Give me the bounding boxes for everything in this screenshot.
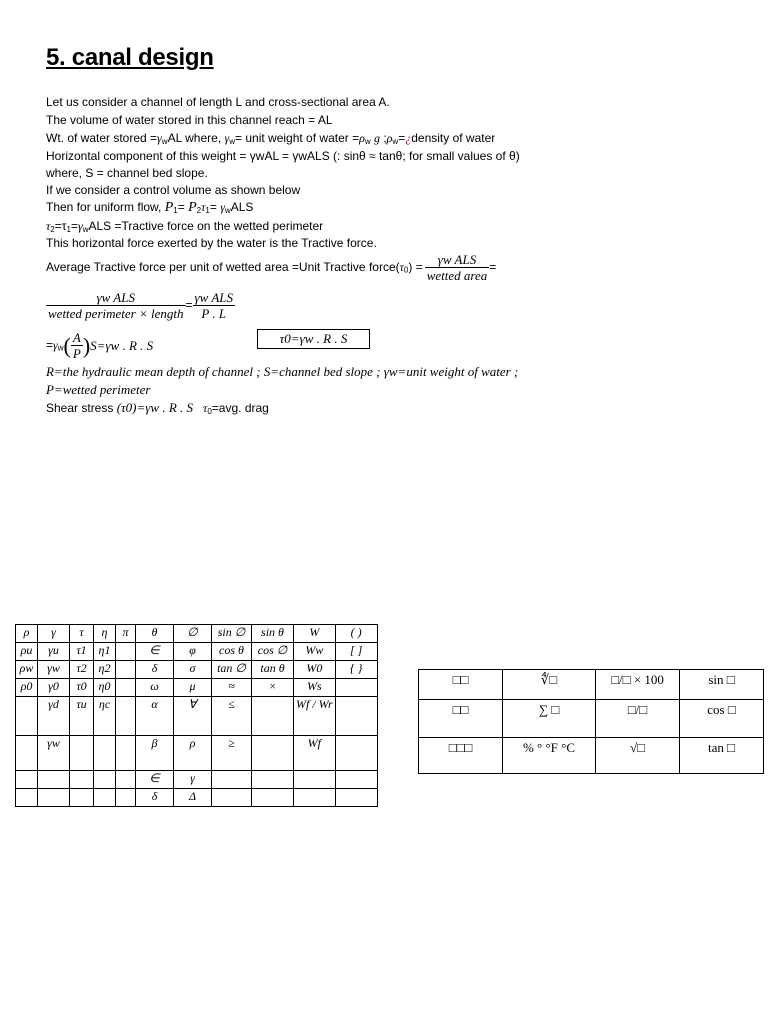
table-cell: η0 <box>94 679 116 697</box>
table-cell: ρu <box>16 643 38 661</box>
table-cell: γ0 <box>38 679 70 697</box>
table-cell: cos θ <box>212 643 252 661</box>
table-cell: μ <box>174 679 212 697</box>
table-cell: □□□ <box>419 738 503 774</box>
table-cell <box>94 736 116 771</box>
table-cell: Ww <box>294 643 336 661</box>
table-cell: √□ <box>596 738 680 774</box>
table-cell: π <box>116 625 136 643</box>
table-cell: η <box>94 625 116 643</box>
table-cell: ≥ <box>212 736 252 771</box>
table-cell: cos □ <box>680 700 764 738</box>
table-cell <box>116 643 136 661</box>
table-cell <box>335 736 377 771</box>
table-cell <box>116 789 136 807</box>
table-row <box>16 679 378 697</box>
table-row <box>419 738 764 774</box>
table-row <box>16 625 378 643</box>
table-cell: ( ) <box>335 625 377 643</box>
text-segment: =avg. drag <box>211 401 269 415</box>
table-cell: cos ∅ <box>252 643 294 661</box>
table-cell <box>70 789 94 807</box>
text-segment: = unit weight of water = <box>235 131 360 145</box>
table-cell <box>252 789 294 807</box>
table-cell <box>294 771 336 789</box>
table-cell: τ <box>70 625 94 643</box>
equation-template-table <box>418 669 764 774</box>
table-cell <box>94 789 116 807</box>
table-cell: α <box>136 697 174 736</box>
table-cell: ∀ <box>174 697 212 736</box>
table-cell: γw <box>38 661 70 679</box>
table-cell: ω <box>136 679 174 697</box>
table-row <box>16 697 378 736</box>
table-cell: δ <box>136 661 174 679</box>
table-cell <box>252 771 294 789</box>
table-cell <box>16 771 38 789</box>
table-cell: ≈ <box>212 679 252 697</box>
table-cell: β <box>136 736 174 771</box>
table-cell <box>116 771 136 789</box>
table-row <box>16 643 378 661</box>
table-cell <box>252 736 294 771</box>
table-cell: γ <box>174 771 212 789</box>
table-cell <box>38 771 70 789</box>
table-cell <box>116 697 136 736</box>
text-segment: Wt. of water stored = <box>46 131 158 145</box>
table-row <box>419 700 764 738</box>
table-cell: σ <box>174 661 212 679</box>
table-cell <box>335 697 377 736</box>
table-cell: × <box>252 679 294 697</box>
fraction-denominator: wetted perimeter × length <box>48 306 184 321</box>
table-cell: φ <box>174 643 212 661</box>
table-cell: γ <box>38 625 70 643</box>
text-line-6: If we consider a control volume as shown below <box>46 183 301 197</box>
table-row <box>16 789 378 807</box>
text-line-15: Shear stress (τ0)=γw . R . S $\tau_0=avg$. drag <box>46 400 269 416</box>
text-line-5: where, S = channel bed slope. <box>46 166 208 180</box>
boxed-formula: τ0=γw . R . S <box>257 329 370 349</box>
text-segment: density of water <box>411 131 496 145</box>
table-cell: W0 <box>294 661 336 679</box>
fraction-denominator: wetted area <box>426 268 488 283</box>
table-cell: τu <box>70 697 94 736</box>
table-cell <box>70 771 94 789</box>
table-cell <box>116 736 136 771</box>
table-cell: ∈ <box>136 643 174 661</box>
table-cell: ρw <box>16 661 38 679</box>
table-cell <box>38 789 70 807</box>
table-cell: ∑ □ <box>503 700 596 738</box>
fraction-numerator: γw ALS <box>194 290 233 305</box>
table-cell <box>116 679 136 697</box>
page-title: 5. canal design <box>46 44 214 71</box>
text-line-11: $\frac{\text{γw ALS}}{\text{wetted perimeter × length}}$ = $\frac{\text{γw ALS}}{P . L}$ <box>48 290 233 321</box>
table-cell: ρ0 <box>16 679 38 697</box>
fraction-numerator: γw ALS <box>425 252 490 268</box>
formula: (τ0)=γw . R . S <box>116 400 194 415</box>
text-line-4: Horizontal component of this weight = γwAL = γwALS (: sinθ ≈ tanθ; for small values of θ) <box>46 149 520 163</box>
table-cell <box>16 736 38 771</box>
table-cell: W <box>294 625 336 643</box>
table-cell: ∜□ <box>503 670 596 700</box>
table-cell: γd <box>38 697 70 736</box>
table-cell <box>335 679 377 697</box>
table-cell: tan θ <box>252 661 294 679</box>
table-cell <box>212 789 252 807</box>
table-cell: □/□ <box>596 700 680 738</box>
table-cell: □/□ × 100 <box>596 670 680 700</box>
text-segment: ALS <box>230 200 254 214</box>
text-line-9: This horizontal force exerted by the water is the Tractive force. <box>46 236 377 250</box>
table-row <box>16 736 378 771</box>
table-cell: □□ <box>419 670 503 700</box>
table-cell: γw <box>38 736 70 771</box>
table-cell: ∈ <box>136 771 174 789</box>
table-cell <box>70 736 94 771</box>
fraction-denominator: P . L <box>201 306 227 321</box>
table-row <box>16 661 378 679</box>
table-cell: τ0 <box>70 679 94 697</box>
text-line-3: Wt. of water stored $=\gamma_wAL$ where, $\gamma_w=$ unit weight of water $=\rho_w$ g $;\rho_w=¿density$ of water <box>46 131 496 146</box>
table-cell: γu <box>38 643 70 661</box>
text-segment: ) = <box>408 260 423 274</box>
table-cell <box>212 771 252 789</box>
text-line-13: R=the hydraulic mean depth of channel ; S=channel bed slope ; γw=unit weight of water ; <box>46 364 519 379</box>
table-cell: Ws <box>294 679 336 697</box>
text-line-12: $=\gamma_w$( $\frac{A}{P}$ )S=γw . R . S <box>46 330 154 361</box>
text-segment: ALS =Tractive force on the wetted perimeter <box>88 219 324 233</box>
text-segment: Average Tractive force per unit of wetted area =Unit Tractive force( <box>46 260 400 274</box>
text-line-7: Then for uniform flow, $P_1= P_2\tau_1= \gamma_wALS$ <box>46 200 254 215</box>
table-cell: sin □ <box>680 670 764 700</box>
text-segment: Then for uniform flow, <box>46 200 162 214</box>
symbol-table <box>15 624 378 807</box>
table-cell: τ2 <box>70 661 94 679</box>
text-line-14: P=wetted perimeter <box>46 382 151 397</box>
table-cell: % ° °F °C <box>503 738 596 774</box>
table-cell: sin θ <box>252 625 294 643</box>
table-cell: ρ <box>16 625 38 643</box>
table-cell: Wf / Wr <box>294 697 336 736</box>
table-cell <box>16 789 38 807</box>
table-cell: tan ∅ <box>212 661 252 679</box>
table-cell <box>335 789 377 807</box>
table-cell: δ <box>136 789 174 807</box>
formula: S=γw . R . S <box>90 338 154 353</box>
text-segment: ; <box>379 131 387 145</box>
table-row <box>16 771 378 789</box>
table-cell <box>252 697 294 736</box>
table-cell: tan □ <box>680 738 764 774</box>
table-cell: □□ <box>419 700 503 738</box>
text-line-2: The volume of water stored in this channel reach = AL <box>46 113 333 127</box>
text-segment: =τ <box>54 219 67 233</box>
table-cell: ρ <box>174 736 212 771</box>
text-line-10: Average Tractive force per unit of wetted area =Unit Tractive $force(\tau_0)$ = $\frac{\text{γw ALS}}{\text{wetted area}}$ = <box>46 252 497 283</box>
text-segment: Shear stress <box>46 401 114 415</box>
table-cell: Wf <box>294 736 336 771</box>
text-segment: AL where, <box>167 131 222 145</box>
table-cell <box>94 771 116 789</box>
table-cell: ηc <box>94 697 116 736</box>
table-cell <box>335 771 377 789</box>
table-cell: ≤ <box>212 697 252 736</box>
table-cell: η2 <box>94 661 116 679</box>
text-line-1: Let us consider a channel of length L and cross-sectional area A. <box>46 95 390 109</box>
text-line-8: $\tau_2=\tau_1=\gamma_wALS$ =Tractive force on the wetted perimeter <box>46 219 324 234</box>
fraction-numerator: γw ALS <box>46 290 186 306</box>
table-cell: Δ <box>174 789 212 807</box>
table-cell: [ ] <box>335 643 377 661</box>
table-cell <box>294 789 336 807</box>
table-cell: τ1 <box>70 643 94 661</box>
table-cell <box>116 661 136 679</box>
table-cell: θ <box>136 625 174 643</box>
table-cell: sin ∅ <box>212 625 252 643</box>
table-cell: ∅ <box>174 625 212 643</box>
table-row <box>419 670 764 700</box>
table-cell <box>16 697 38 736</box>
table-cell: η1 <box>94 643 116 661</box>
table-cell: { } <box>335 661 377 679</box>
